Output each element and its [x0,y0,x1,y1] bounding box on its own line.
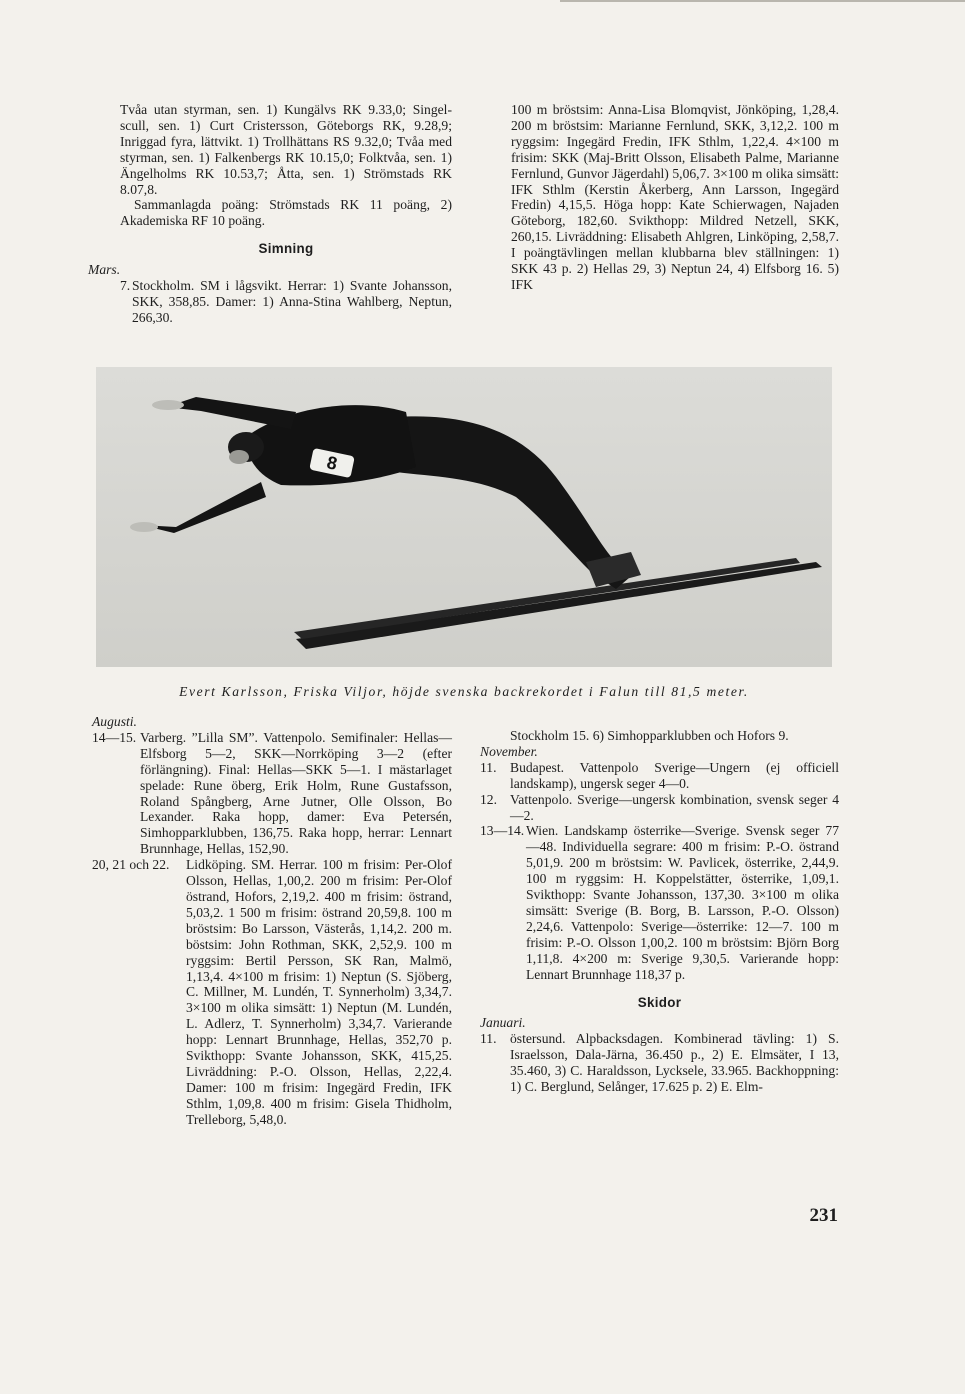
entry-date: 13—14. [480,823,525,839]
jumper-face [229,450,249,464]
scan-edge-line [560,0,965,2]
bottom-right-column [480,728,839,1095]
bib-number: 8 [325,452,339,474]
entry-text: Vattenpolo. Sverige—ungersk kombination, svensk seger 4—2. [510,791,839,823]
list-item [480,823,839,982]
jumper-right-hand [152,400,184,410]
entry-date: 20, 21 och 22. [92,857,170,873]
page-number: 231 [809,1205,838,1226]
jumper-left-hand [130,522,158,532]
swimming-results-continued: 100 m bröstsim: Anna-Lisa Blomqvist, Jönköping, 1,28,4. 200 m bröstsim: Marianne Fernlund, SKK, 3,12,2. 100 m ryggsim: Ingegärd Fredin, IFK Sthlm, 1,22,4. 4×100 m frisim: SKK (Maj-Britt Olsson, Elisabeth Palme, Marianne Fernlund, Gunvor Jägerdahl) 5,06,7. 3×100 m olika simsätt: IFK Sthlm (Kerstin Åkerberg, Ann Larsson, Ingegärd Fredin) 4,15,5. Höga hopp: Kate Schierwagen, Najaden Göteborg, 182,60. Svikthopp: Mildred Netzell, SKK, 260,15. Livräddning: Elisabeth Ahlgren, Linköping, 2,58,7. I poängtävlingen mellan klubbarna blev ställningen: 1) SKK 43 p. 2) Hellas 29, 3) Neptun 24, 4) Elfsborg 16. 5) IFK [511,102,839,292]
entry-text: Stockholm. SM i lågsvikt. Herrar: 1) Svante Johansson, SKK, 358,85. Damer: 1) Anna-Stina Wahlberg, Neptun, 266,30. [132,278,452,325]
list-item [120,278,452,326]
entry-date: 12. [480,791,497,807]
list-item [92,857,452,1127]
entry-date: 7. [120,278,131,294]
ski-jumper-photo [96,367,832,667]
photo-caption: Evert Karlsson, Friska Viljor, höjde svenska backrekordet i Falun till 81,5 meter. [179,684,749,699]
entry-text: Wien. Landskamp österrike—Sverige. Svensk seger 77—48. Individuella segrare: 400 m frisim: P.-O. östrand 5,01,9. 200 m bröstsim: W. Pavlicek, österrike, 2,44,9. 100 m ryggsim: H. Koppelstätter, österrike, 1,09,1. Svikthopp: Svante Johansson, 137,30. 3×100 m olika simsätt: Sverige (B. Borg, B. Larsson, P.-O. Olsson) 2,24,6. Vattenpolo: Sverige—österrike: 12—7. 100 m frisim: P.-O. Olsson 1,00,2. 100 m bröstsim: Björn Borg 1,11,8. 4×200 m: Sverige 9,30,5. Varierande hopp: Lennart Brunnhage 118,37 p. [526,823,839,982]
month-label-januari: Januari. [480,1015,526,1031]
entry-text: Lidköping. SM. Herrar. 100 m frisim: Per-Olof Olsson, Hellas, 1,00,2. 200 m frisim: Per-Olof östrand, Hofors, 2,19,2. 400 m frisim: östrand, 5,03,2. 1 500 m frisim: östrand 20,59,8. 100 m bröstsim: Bo Larsson, Västerås, 1,14,2. 200 m. böstsim: John Rothman, SKK, 2,52,9. 100 m ryggsim: Bertil Persson, SK Ran, Malmö, 1,13,4. 4×100 m frisim: 1) Neptun (S. Sjöberg, C. Millner, M. Lundén, T. Synnerholm) 3,34,7. 3×100 m olika simsätt: 1) Neptun (M. Lundén, L. Adlerz, T. Synnerholm) 3,34,7. Varierande hopp: Lennart Brunnhage, Hellas, 352,70 p. Svikthopp: Svante Johansson, SKK, 415,25. Livräddning: P.-O. Olsson, Hellas, 2,22,4. Damer: 100 m frisim: Ingegärd Fredin, IFK Sthlm, 1,09,8. 400 m frisim: Gisela Thidholm, Trelleborg, 5,48,0. [186,857,452,1127]
entry-text: Budapest. Vattenpolo Sverige—Ungern (ej officiell landskamp), ungersk seger 4—0. [510,759,839,791]
top-left-column [88,102,452,326]
ski-jumper-image [96,367,832,667]
bottom-left-column [92,714,452,1128]
month-label-november: November. [480,743,538,759]
entry-date: 14—15. [92,729,137,745]
month-label-mars: Mars. [88,262,121,278]
entry-date: 11. [480,1031,497,1047]
section-heading-simning: Simning [258,241,314,257]
list-item [480,792,839,824]
month-label-augusti: Augusti. [92,714,137,729]
section-heading-skidor: Skidor [637,994,682,1010]
list-item [92,730,452,857]
entry-text: östersund. Alpbacksdagen. Kombinerad tävling: 1) S. Israelsson, Dala-Järna, 36.450 p., 2) E. Elmsäter, I 13, 35.460, 3) C. Haraldsson, Lycksele, 33.965. Backhoppning: 1) C. Berglund, Selånger, 17.625 p. 2) E. Elm- [510,1031,839,1095]
top-right-column [511,102,839,293]
entry-text: Varberg. ”Lilla SM”. Vattenpolo. Semifinaler: Hellas—Elfsborg 5—2, SKK—Norrköping 3—2 (efter förlängning). Final: Hellas—SKK 5—1. I mästarlaget spelade: Rune öberg, Erik Holm, Rune Gustafsson, Roland Spångberg, Arne Jutner, Olle Olsson, Bo Lexander. Raka hopp, damer: Eva Petersén, Simhopparklubben, 136,75. Raka hopp, herrar: Lennart Brunnhage, Hellas, 152,90. [140,729,452,857]
list-item [480,1031,839,1095]
entry-date: 11. [480,759,497,775]
list-item [480,760,839,792]
rowing-results: Tvåa utan styrman, sen. 1) Kungälvs RK 9.33,0; Singel-scull, sen. 1) Curt Cristersson, Göteborgs RK, 9.28,9; Inriggad fyra, lättvikt. 1) Trollhättans RS 9.32,0; Tvåa med styrman, sen. 1) Falkenbergs RK 10.15,0; Folktvåa, sen. 1) Ängelholms RK 10.53,7; Åtta, sen. 1) Strömstads RK 8.07,8. [120,102,452,197]
rowing-total-points: Sammanlagda poäng: Strömstads RK 11 poäng, 2) Akademiska RF 10 poäng. [120,197,452,229]
swimming-results-continued: Stockholm 15. 6) Simhopparklubben och Hofors 9. [510,728,789,743]
